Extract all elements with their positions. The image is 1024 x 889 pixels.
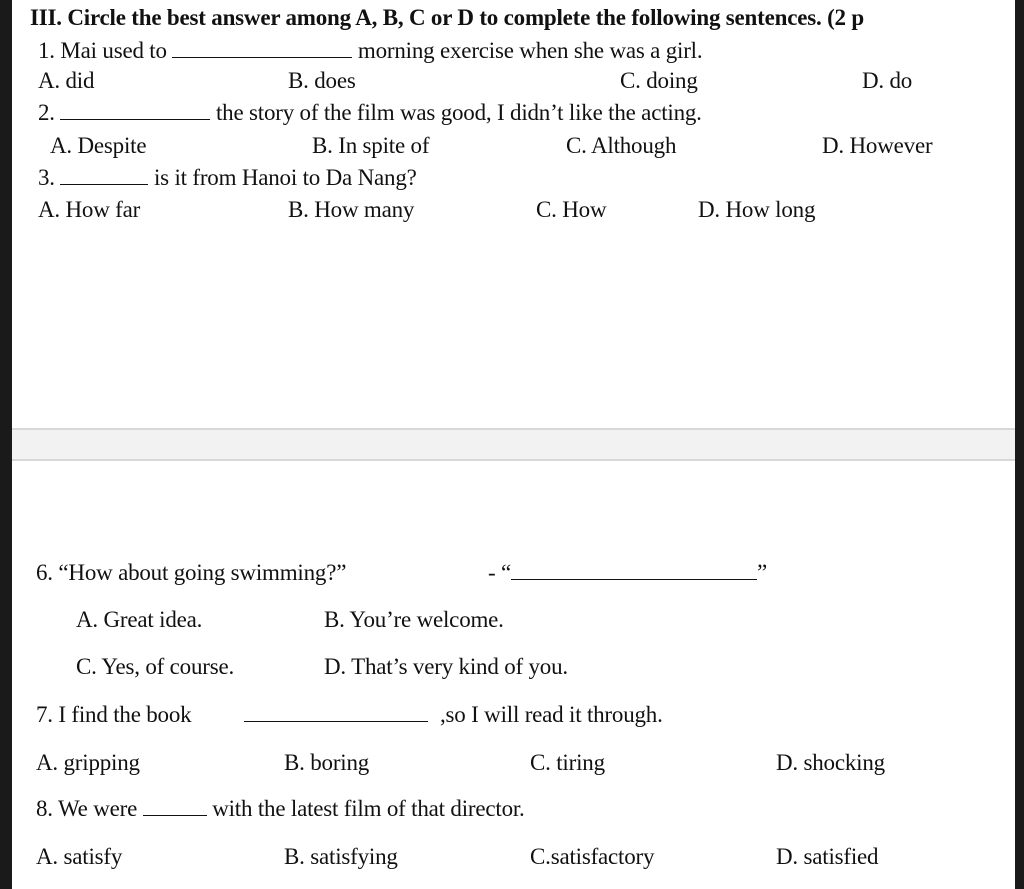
question-6-blank[interactable] [511,561,757,580]
q3-option-a[interactable]: A. How far [38,197,141,222]
q8-option-c[interactable]: C.satisfactory [530,844,655,869]
q8-option-b[interactable]: B. satisfying [284,844,398,869]
question-8 [36,795,525,823]
question-6-reply [488,559,767,587]
q8-option-a[interactable]: A. satisfy [36,844,123,869]
question-3 [38,164,417,192]
question-7-text-before: 7. I find the book [36,702,192,727]
question-8-text-after: with the latest film of that director. [206,796,525,821]
question-1-text-after: morning exercise when she was a girl. [352,38,703,63]
q6-option-a[interactable]: A. Great idea. [76,607,203,632]
q2-option-b[interactable]: B. In spite of [312,133,430,158]
q1-option-d[interactable]: D. do [862,68,913,93]
question-7-blank[interactable] [244,703,428,722]
q7-option-a[interactable]: A. gripping [36,750,140,775]
q1-option-b[interactable]: B. does [288,68,356,93]
question-1 [38,37,702,65]
question-3-blank[interactable] [60,166,148,185]
image-divider [12,428,1015,461]
q3-option-d[interactable]: D. How long [698,197,816,222]
q6-option-c[interactable]: C. Yes, of course. [76,654,235,679]
question-8-blank[interactable] [143,797,207,816]
q3-option-c[interactable]: C. How [536,197,607,222]
question-6-reply-open: - “ [488,560,512,585]
question-6-reply-close: ” [757,560,768,585]
question-7-text-after: ,so I will read it through. [440,702,663,727]
question-7-blank-row [244,701,663,729]
question-3-text-before: 3. [38,165,61,190]
question-2-blank[interactable] [60,101,210,120]
q1-option-a[interactable]: A. did [38,68,95,93]
question-8-text-before: 8. We were [36,796,143,821]
question-7 [36,701,191,729]
q2-option-c[interactable]: C. Although [566,133,677,158]
question-6-text: 6. “How about going swimming?” [36,560,347,585]
instruction-heading: III. Circle the best answer among A, B, C or D to complete the following sentences. (2 p [30,5,864,30]
q8-option-d[interactable]: D. satisfied [776,844,879,869]
question-2 [38,99,702,127]
question-1-blank[interactable] [172,39,352,58]
q6-option-d[interactable]: D. That’s very kind of you. [324,654,568,679]
left-frame-border [0,0,12,889]
q2-option-d[interactable]: D. However [822,133,933,158]
q2-option-a[interactable]: A. Despite [50,133,147,158]
question-2-text-after: the story of the film was good, I didn’t like the acting. [210,100,702,125]
q3-option-b[interactable]: B. How many [288,197,415,222]
question-6 [36,559,346,587]
right-frame-border [1015,0,1024,889]
q7-option-b[interactable]: B. boring [284,750,370,775]
q7-option-d[interactable]: D. shocking [776,750,885,775]
q1-option-c[interactable]: C. doing [620,68,698,93]
question-2-text-before: 2. [38,100,61,125]
question-1-text-before: 1. Mai used to [38,38,173,63]
q6-option-b[interactable]: B. You’re welcome. [324,607,504,632]
question-3-text-after: is it from Hanoi to Da Nang? [148,165,417,190]
q7-option-c[interactable]: C. tiring [530,750,605,775]
